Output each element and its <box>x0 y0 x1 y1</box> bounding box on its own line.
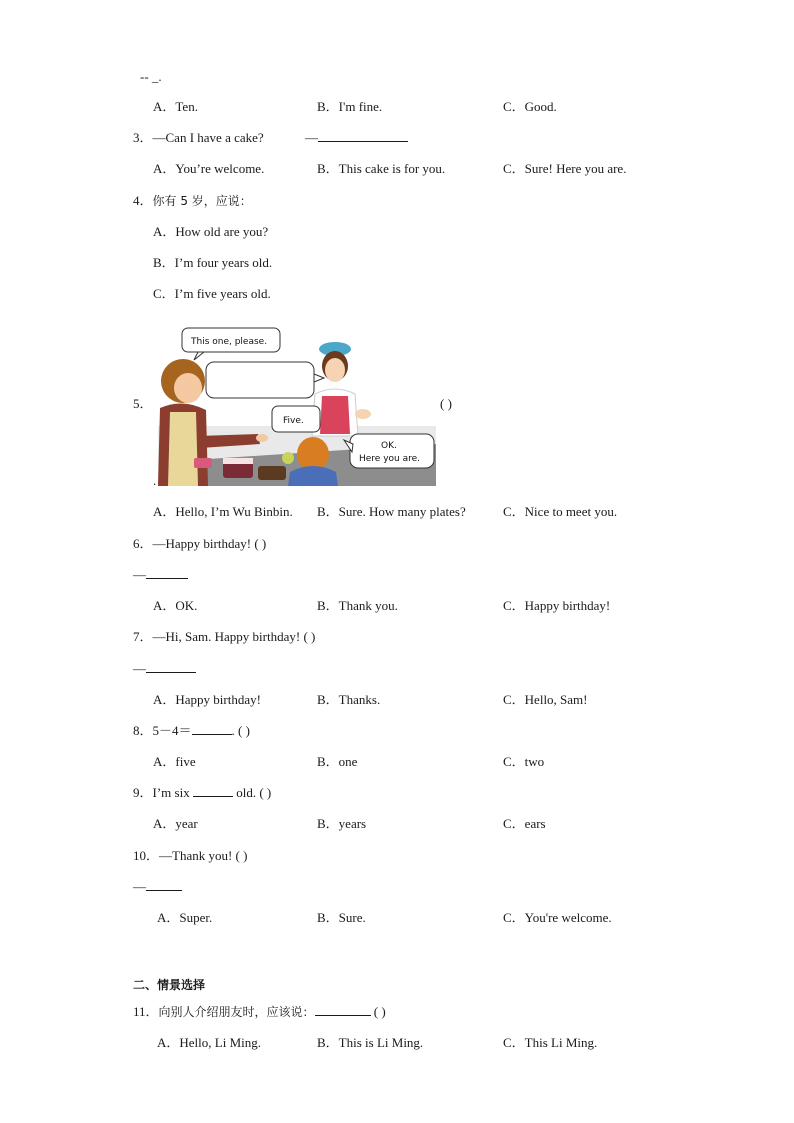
section-2-title: 二、情景选择 <box>133 978 206 992</box>
q10-number: 10． <box>133 848 160 863</box>
q4-option-c[interactable]: C．I’m five years old. <box>153 286 271 301</box>
q6-option-b[interactable]: B．Thank you. <box>317 598 398 613</box>
q9-option-c[interactable]: C．ears <box>503 816 546 831</box>
shopkeeper-figure <box>312 342 371 436</box>
q8-option-b[interactable]: B．one <box>317 754 358 769</box>
q10-option-a[interactable]: A．Super. <box>157 910 213 925</box>
q9-option-b[interactable]: B．years <box>317 816 367 831</box>
q7-option-c[interactable]: C．Hello, Sam! <box>503 692 588 707</box>
q6-option-a[interactable]: A．OK. <box>153 598 198 613</box>
q4-prompt: 你有 5 岁，应说： <box>152 194 252 208</box>
q6-reply-line <box>133 566 188 584</box>
q7-number: 7． <box>133 629 153 644</box>
speech-bubble-ok-here-you-are <box>344 434 434 468</box>
q3-question <box>133 129 264 147</box>
q3-prompt: —Can I have a cake? <box>152 130 264 145</box>
shop-scene-illustration <box>158 326 438 488</box>
q4-question <box>133 192 252 210</box>
bubble-text-five: Five. <box>283 416 304 426</box>
q10-reply-line <box>133 878 182 896</box>
q5-option-c[interactable]: C．Nice to meet you. <box>503 504 618 519</box>
speech-bubble-this-one-please <box>182 328 280 360</box>
top-fragment: -- _. <box>140 69 162 84</box>
q7-reply-line <box>133 660 196 678</box>
q3-option-a[interactable]: A．You’re welcome. <box>153 161 265 176</box>
q9-option-a[interactable]: A．year <box>153 816 198 831</box>
speech-bubble-empty <box>206 362 324 398</box>
q4-number: 4． <box>133 193 153 208</box>
q2-option-b[interactable]: B．I'm fine. <box>317 99 383 114</box>
q10-option-c[interactable]: C．You're welcome. <box>503 910 612 925</box>
q5-option-a[interactable]: A．Hello, I’m Wu Binbin. <box>153 504 293 519</box>
q5-dot: . <box>153 473 157 488</box>
q7-answer-blank[interactable] <box>146 660 196 673</box>
q11-option-c[interactable]: C．This Li Ming. <box>503 1035 598 1050</box>
q3-option-b[interactable]: B．This cake is for you. <box>317 161 446 176</box>
q8-option-c[interactable]: C．two <box>503 754 545 769</box>
q3-reply-dash: — <box>305 130 318 145</box>
q6-question <box>133 535 266 553</box>
q10-prompt: —Thank you! ( ) <box>159 848 248 863</box>
q11-prompt-post: ( ) <box>373 1004 386 1019</box>
q3-number: 3． <box>133 130 153 145</box>
q10-option-b[interactable]: B．Sure. <box>317 910 366 925</box>
q3-option-c[interactable]: C．Sure! Here you are. <box>503 161 627 176</box>
q6-reply-dash: — <box>133 567 146 582</box>
q2-option-c[interactable]: C．Good. <box>503 99 557 114</box>
q11-option-b[interactable]: B．This is Li Ming. <box>317 1035 424 1050</box>
q7-prompt: —Hi, Sam. Happy birthday! ( ) <box>152 629 316 644</box>
q9-question <box>133 784 271 802</box>
q11-number: 11． <box>133 1004 159 1019</box>
q11-option-a[interactable]: A．Hello, Li Ming. <box>157 1035 261 1050</box>
q9-answer-blank[interactable] <box>193 784 233 797</box>
q8-number: 8． <box>133 723 153 738</box>
q7-option-b[interactable]: B．Thanks. <box>317 692 381 707</box>
q8-prompt-post: . ( ) <box>231 723 250 738</box>
q2-option-a[interactable]: A．Ten. <box>153 99 198 114</box>
q9-number: 9． <box>133 785 153 800</box>
bubble-text-ok: OK. <box>381 441 397 451</box>
bubble-text-this-one: This one, please. <box>191 337 268 347</box>
q10-question <box>133 847 247 865</box>
q4-option-a[interactable]: A．How old are you? <box>153 224 269 239</box>
q3-answer-blank[interactable] <box>318 129 408 142</box>
bubble-text-here-you-are: Here you are. <box>359 454 421 464</box>
q7-reply-dash: — <box>133 661 146 676</box>
q11-answer-blank[interactable] <box>315 1003 371 1016</box>
q10-answer-blank[interactable] <box>146 878 182 891</box>
q11-question <box>133 1003 386 1021</box>
q6-prompt: —Happy birthday! ( ) <box>152 536 267 551</box>
q6-number: 6． <box>133 536 153 551</box>
q8-answer-blank[interactable] <box>192 722 232 735</box>
q7-option-a[interactable]: A．Happy birthday! <box>153 692 261 707</box>
q11-prompt-pre: 向别人介绍朋友时，应该说： <box>158 1005 315 1019</box>
q9-prompt-pre: I’m six <box>152 785 190 800</box>
q8-option-a[interactable]: A．five <box>153 754 196 769</box>
q10-reply-dash: — <box>133 879 146 894</box>
q7-question <box>133 628 315 646</box>
speech-bubble-five <box>272 406 320 432</box>
q3-reply-line <box>305 129 408 147</box>
q5-number: 5． <box>133 396 153 411</box>
q4-option-b[interactable]: B．I’m four years old. <box>153 255 273 270</box>
q9-prompt-post: old. ( ) <box>236 785 272 800</box>
q6-answer-blank[interactable] <box>146 566 188 579</box>
q5-answer-paren[interactable]: ( ) <box>440 396 452 411</box>
q5-option-b[interactable]: B．Sure. How many plates? <box>317 504 466 519</box>
q6-option-c[interactable]: C．Happy birthday! <box>503 598 611 613</box>
q8-prompt-pre: 5－4＝ <box>152 723 192 738</box>
q8-question <box>133 722 250 740</box>
